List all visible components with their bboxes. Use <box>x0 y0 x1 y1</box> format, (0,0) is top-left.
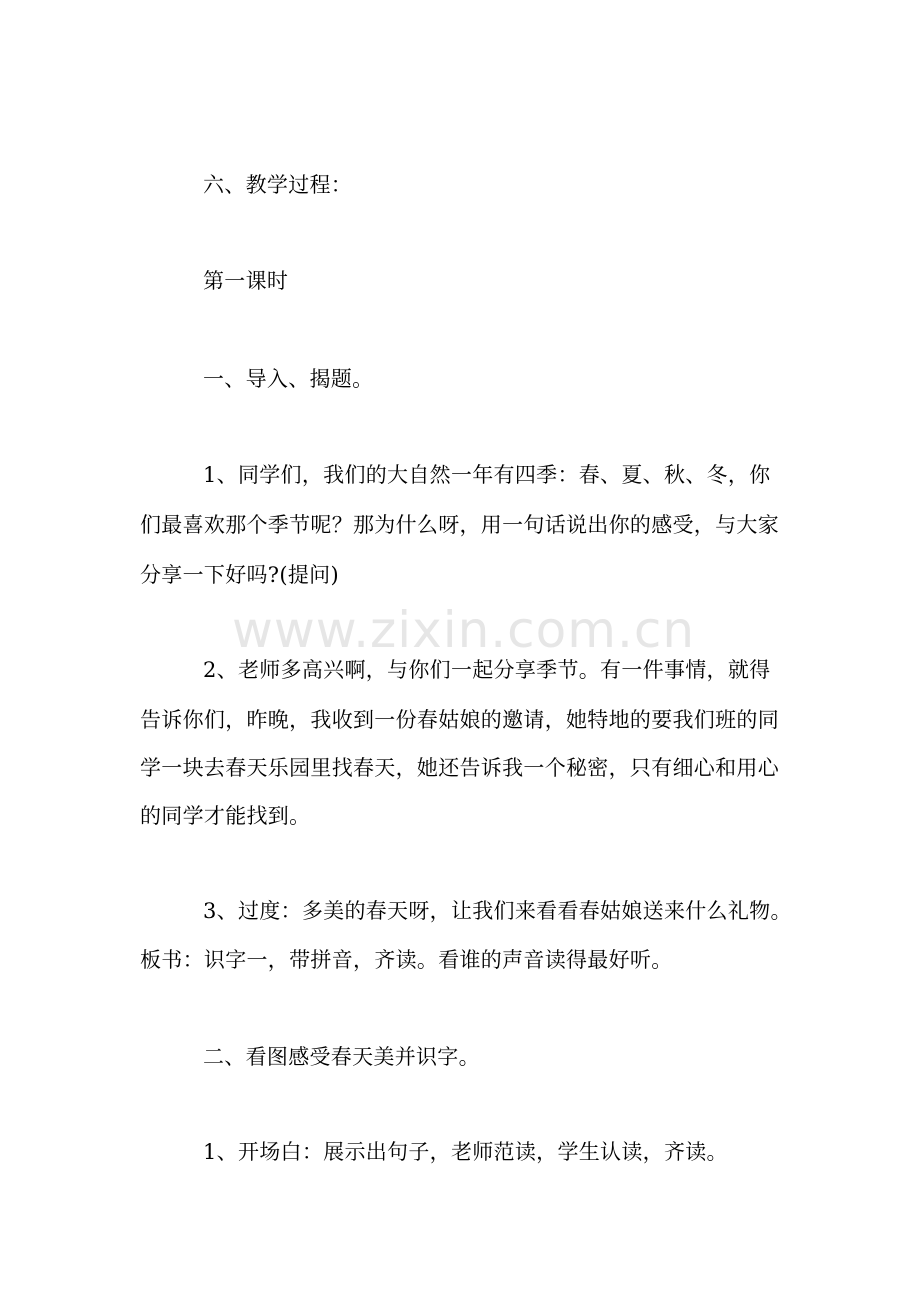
paragraph-item-opening: 1、开场白：展示出句子，老师范读，学生认读，齐读。 <box>203 1140 728 1164</box>
heading-teaching-process: 六、教学过程： <box>203 173 353 197</box>
paragraph-line: 分享一下好吗?(提问) <box>140 563 339 587</box>
paragraph-line: 的同学才能找到。 <box>140 804 311 828</box>
paragraph-line: 1、同学们，我们的大自然一年有四季：春、夏、秋、冬，你 <box>203 463 771 487</box>
paragraph-line: 告诉你们，昨晚，我收到一份春姑娘的邀请，她特地的要我们班的同 <box>140 708 779 732</box>
paragraph-line: 们最喜欢那个季节呢？那为什么呀，用一句话说出你的感受，与大家 <box>140 513 779 537</box>
paragraph-line: 3、过度：多美的春天呀，让我们来看看春姑娘送来什么礼物。 <box>203 899 792 923</box>
lesson-title: 第一课时 <box>203 269 289 293</box>
section-heading-intro: 一、导入、揭题。 <box>203 367 374 391</box>
watermark-text: www.zixin.com.cn <box>232 601 696 659</box>
paragraph-line: 板书：识字一，带拼音，齐读。看谁的声音读得最好听。 <box>140 948 673 972</box>
paragraph-line: 2、老师多高兴啊，与你们一起分享季节。有一件事情，就得 <box>203 658 771 682</box>
section-heading-picture: 二、看图感受春天美并识字。 <box>203 1045 480 1069</box>
paragraph-line: 学一块去春天乐园里找春天，她还告诉我一个秘密，只有细心和用心 <box>140 756 779 780</box>
